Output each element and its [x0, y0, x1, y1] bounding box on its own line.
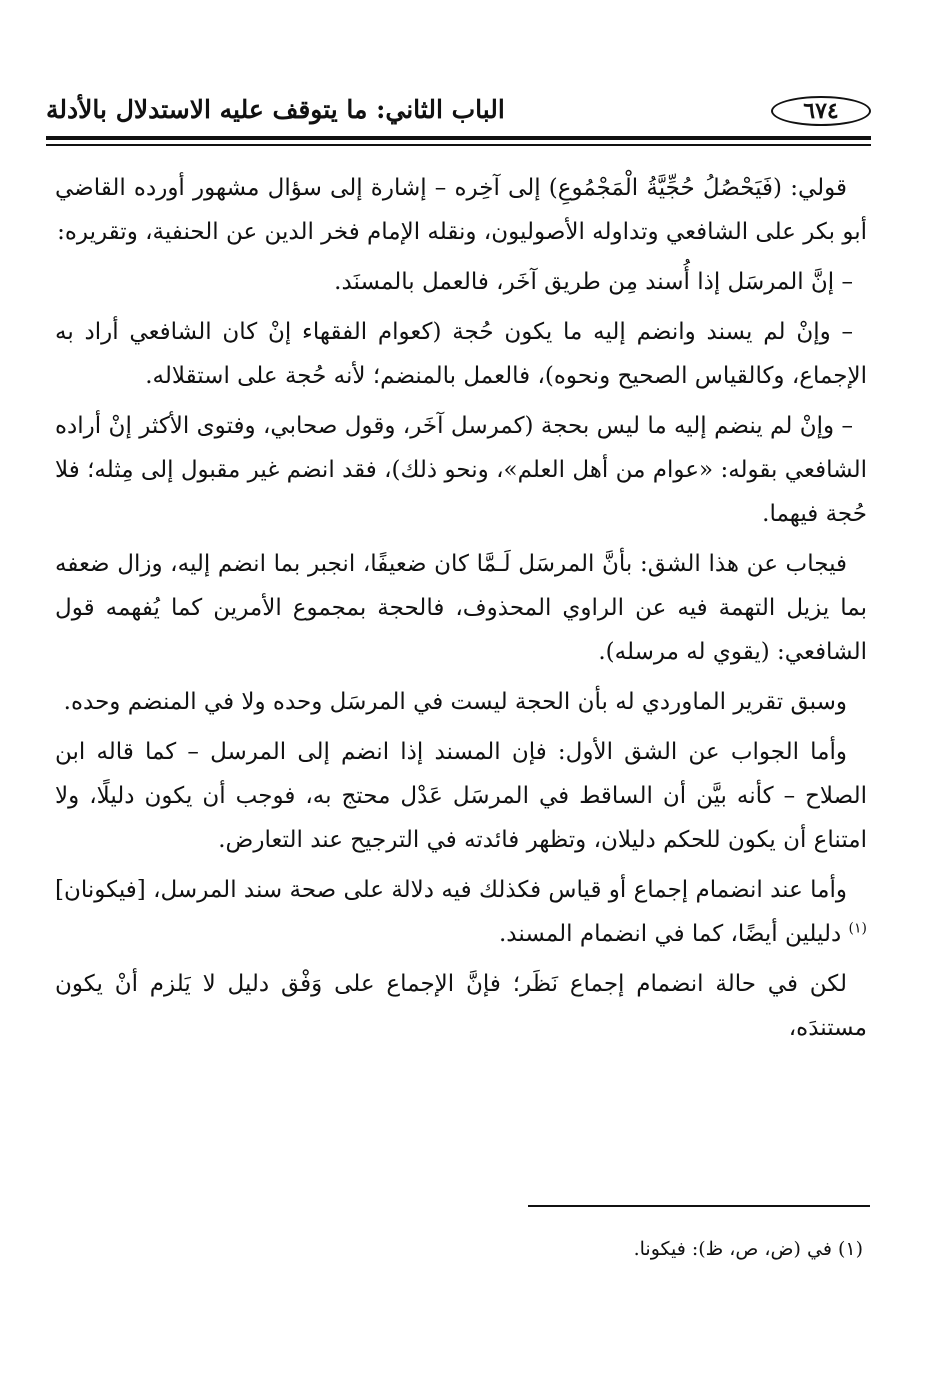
paragraph-4: – وإنْ لم ينضم إليه ما ليس بحجة (كمرسل آخَر، وقول صحابي، وفتوى الأكثر إنْ أراده الشافعي بقوله: «عوام من أهل العلم»، ونحو ذلك)، فقد انضم غير مقبول إلى مِثله؛ فلا حُجة فيهما.: [55, 413, 867, 527]
footnote-rule: [528, 1205, 870, 1207]
paragraph-6: وسبق تقرير الماوردي له بأن الحجة ليست في المرسَل وحده ولا في المنضم وحده.: [63, 689, 847, 715]
paragraph-8-after: دليلين أيضًا، كما في انضمام المسند.: [499, 921, 849, 947]
chapter-title: الباب الثاني: ما يتوقف عليه الاستدلال بالأدلة: [46, 95, 505, 124]
header-rule-thin: [46, 144, 871, 146]
header-rule-thick: [46, 136, 871, 140]
page-number: ٦٧٤: [771, 96, 871, 126]
page-header: [46, 88, 871, 132]
paragraph-3: – وإنْ لم يسند وانضم إليه ما يكون حُجة (كعوام الفقهاء إنْ كان الشافعي أراد به الإجماع، وكالقياس الصحيح ونحوه)، فالعمل بالمنضم؛ لأنه حُجة على استقلاله.: [55, 319, 867, 389]
footnote-marker: (١): [848, 920, 867, 937]
paragraph-2: – إنَّ المرسَل إذا أُسند مِن طريق آخَر، فالعمل بالمسنَد.: [334, 269, 853, 295]
paragraph-5: فيجاب عن هذا الشق: بأنَّ المرسَل لَـمَّا كان ضعيفًا، انجبر بما انضم إليه، وزال ضعفه بما يزيل التهمة فيه عن الراوي المحذوف، فالحجة بمجموع الأمرين كما يُفهمه قول الشافعي: (يقوي له مرسله).: [55, 551, 867, 665]
footnote: (١) في (ض، ص، ظ): فيكونا.: [633, 1238, 863, 1260]
paragraph-9: لكن في حالة انضمام إجماع نَظَر؛ فإنَّ الإجماع على وَفْق دليل لا يَلزم أنْ يكون مستندَه،: [55, 971, 867, 1041]
paragraph-1: قولي: (فَيَحْصُلُ حُجِّيَّةُ الْمَجْمُوعِ) إلى آخِره – إشارة إلى سؤال مشهور أورده القاضي أبو بكر على الشافعي وتداوله الأصوليون، ونقله الإمام فخر الدين عن الحنفية، وتقريره:: [55, 175, 867, 245]
body-text: [55, 166, 867, 1056]
paragraph-8: [55, 868, 867, 956]
paragraph-7: وأما الجواب عن الشق الأول: فإن المسند إذا انضم إلى المرسل – كما قاله ابن الصلاح – كأنه بيَّن أن الساقط في المرسَل عَدْل محتج به، فوجب أن يكون دليلًا، ولا امتناع أن يكون للحكم دليلان، وتظهر فائدته في الترجيح عند التعارض.: [55, 739, 867, 853]
paragraph-8-before: وأما عند انضمام إجماع أو قياس فكذلك فيه دلالة على صحة سند المرسل، [فيكونان]: [55, 877, 847, 903]
